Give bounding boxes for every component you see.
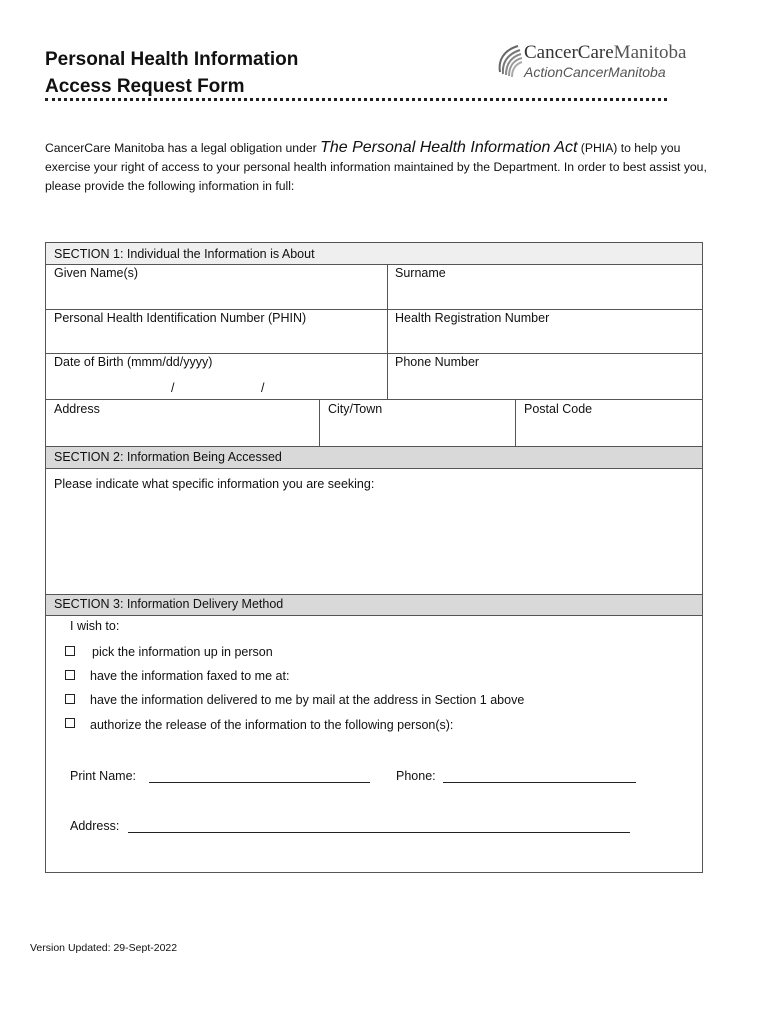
dob-separator-2: / [261,381,265,395]
authorize-release-checkbox[interactable] [65,718,75,728]
section2-heading: SECTION 2: Information Being Accessed [54,450,282,464]
health-registration-label: Health Registration Number [395,311,550,325]
phin-label: Personal Health Identification Number (PHIN) [54,311,307,325]
mail-checkbox[interactable] [65,694,75,704]
address-label: Address [54,402,100,416]
postal-code-label: Postal Code [524,402,593,416]
row-line-3 [45,399,703,400]
row-line-2 [45,353,703,354]
cancercare-logo [494,40,706,90]
section1-heading: SECTION 1: Individual the Information is About [54,247,315,261]
version-updated: Version Updated: 29-Sept-2022 [30,942,178,954]
section1-header-line [45,264,703,265]
print-name-label: Print Name: [70,769,136,783]
form-title [45,46,298,100]
phone-field[interactable] [443,782,636,783]
pickup-option-label: pick the information up in person [92,645,273,659]
city-town-label: City/Town [328,402,383,416]
section3-header-line [45,615,703,616]
information-sought-prompt: Please indicate what specific information you are seeking: [54,477,375,491]
act-name: The Personal Health Information Act [320,139,578,156]
section3-heading: SECTION 3: Information Delivery Method [54,597,284,611]
phone-label: Phone: [396,769,436,783]
recipient-address-label: Address: [70,819,120,833]
phone-number-label: Phone Number [395,355,480,369]
surname-label: Surname [395,266,446,280]
row-line-1 [45,309,703,310]
date-of-birth-label: Date of Birth (mmm/dd/yyyy) [54,355,213,369]
print-name-field[interactable] [149,782,370,783]
i-wish-to-label: I wish to: [70,619,120,633]
logo-subtitle: ActionCancerManitoba [524,64,666,80]
fax-checkbox[interactable] [65,670,75,680]
logo-wordmark: CancerCareManitoba [524,42,687,63]
col-line-postal [515,399,516,447]
authorize-release-option-label: authorize the release of the information to the following person(s): [90,718,454,732]
dotted-divider [45,98,667,101]
col-line-main [387,264,388,399]
intro-paragraph: CancerCare Manitoba has a legal obligation under The Personal Health Information Act (PHIA) to help you exercise your right of access to your personal health information maintained by the Department. In order to best assist you, please provide the following information in full: [45,139,707,193]
form-title-line2: Access Request Form [45,76,245,97]
fax-option-label: have the information faxed to me at: [90,669,290,683]
dob-separator-1: / [171,381,175,395]
mail-option-label: have the information delivered to me by mail at the address in Section 1 above [90,693,525,707]
recipient-address-field[interactable] [128,832,630,833]
form-title-line1: Personal Health Information [45,49,299,70]
given-names-label: Given Name(s) [54,266,139,280]
section2-header-line [45,468,703,469]
pickup-checkbox[interactable] [65,646,75,656]
section1-frame [45,242,703,447]
swoosh-logo-icon [494,42,524,82]
col-line-city [319,399,320,447]
